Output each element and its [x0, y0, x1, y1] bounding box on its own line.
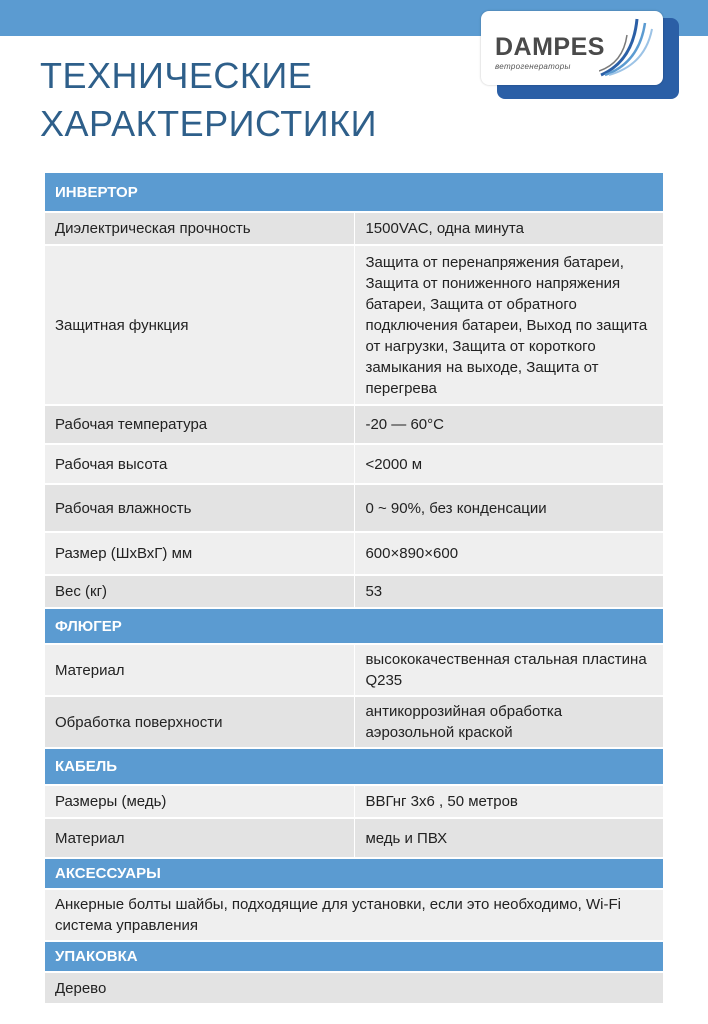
table-row [45, 406, 663, 445]
section-title: АКСЕССУАРЫ [45, 859, 663, 890]
table-row [45, 645, 663, 697]
row-label: Рабочая температура [45, 406, 355, 445]
row-value: высококачественная стальная пластина Q235 [355, 645, 663, 697]
row-value: 600×890×600 [355, 533, 663, 576]
row-value: антикоррозийная обработка аэрозольной краской [355, 697, 663, 749]
row-text: Анкерные болты шайбы, подходящие для установки, если это необходимо, Wi-Fi система управления [45, 890, 663, 942]
table-row [45, 697, 663, 749]
row-value: 0 ~ 90%, без конденсации [355, 485, 663, 533]
brand-tagline: ветрогенераторы [495, 62, 571, 71]
page-title-line2: ХАРАКТЕРИСТИКИ [40, 103, 378, 144]
section-title: ИНВЕРТОР [45, 173, 663, 213]
row-value: -20 — 60°C [355, 406, 663, 445]
table-row [45, 485, 663, 533]
table-row [45, 445, 663, 485]
row-label: Рабочая высота [45, 445, 355, 485]
row-label: Размер (ШхВхГ) мм [45, 533, 355, 576]
row-value: Защита от перенапряжения батареи, Защита от пониженного напряжения батареи, Защита от обратного подключения батареи, Выход по защита от нагрузки, Защита от короткого замыкания на выходе, Защита от перегрева [355, 246, 663, 406]
brand-name: DAMPES [495, 33, 605, 61]
section-header-accessories [45, 859, 663, 890]
row-label: Материал [45, 645, 355, 697]
wind-swoosh-icon [599, 17, 655, 79]
table-row [45, 819, 663, 859]
section-header-cable [45, 749, 663, 786]
section-header-inverter [45, 173, 663, 213]
row-label: Обработка поверхности [45, 697, 355, 749]
section-header-vane [45, 609, 663, 645]
row-value: <2000 м [355, 445, 663, 485]
table-row [45, 533, 663, 576]
row-label: Рабочая влажность [45, 485, 355, 533]
row-value: 1500VAC, одна минута [355, 213, 663, 246]
table-row [45, 246, 663, 406]
section-header-packaging [45, 942, 663, 973]
page-title-line1: ТЕХНИЧЕСКИЕ [40, 55, 313, 96]
section-title: ФЛЮГЕР [45, 609, 663, 645]
row-value: ВВГнг 3х6 , 50 метров [355, 786, 663, 819]
row-value: медь и ПВХ [355, 819, 663, 859]
row-text: Дерево [45, 973, 663, 1005]
brand-logo [481, 11, 663, 85]
row-label: Размеры (медь) [45, 786, 355, 819]
row-label: Материал [45, 819, 355, 859]
table-row [45, 213, 663, 246]
page-title [40, 52, 377, 148]
row-value: 53 [355, 576, 663, 609]
table-row [45, 973, 663, 1005]
row-label: Защитная функция [45, 246, 355, 406]
section-title: КАБЕЛЬ [45, 749, 663, 786]
spec-table [45, 173, 663, 1005]
section-title: УПАКОВКА [45, 942, 663, 973]
row-label: Диэлектрическая прочность [45, 213, 355, 246]
table-row [45, 786, 663, 819]
table-row [45, 576, 663, 609]
row-label: Вес (кг) [45, 576, 355, 609]
table-row [45, 890, 663, 942]
